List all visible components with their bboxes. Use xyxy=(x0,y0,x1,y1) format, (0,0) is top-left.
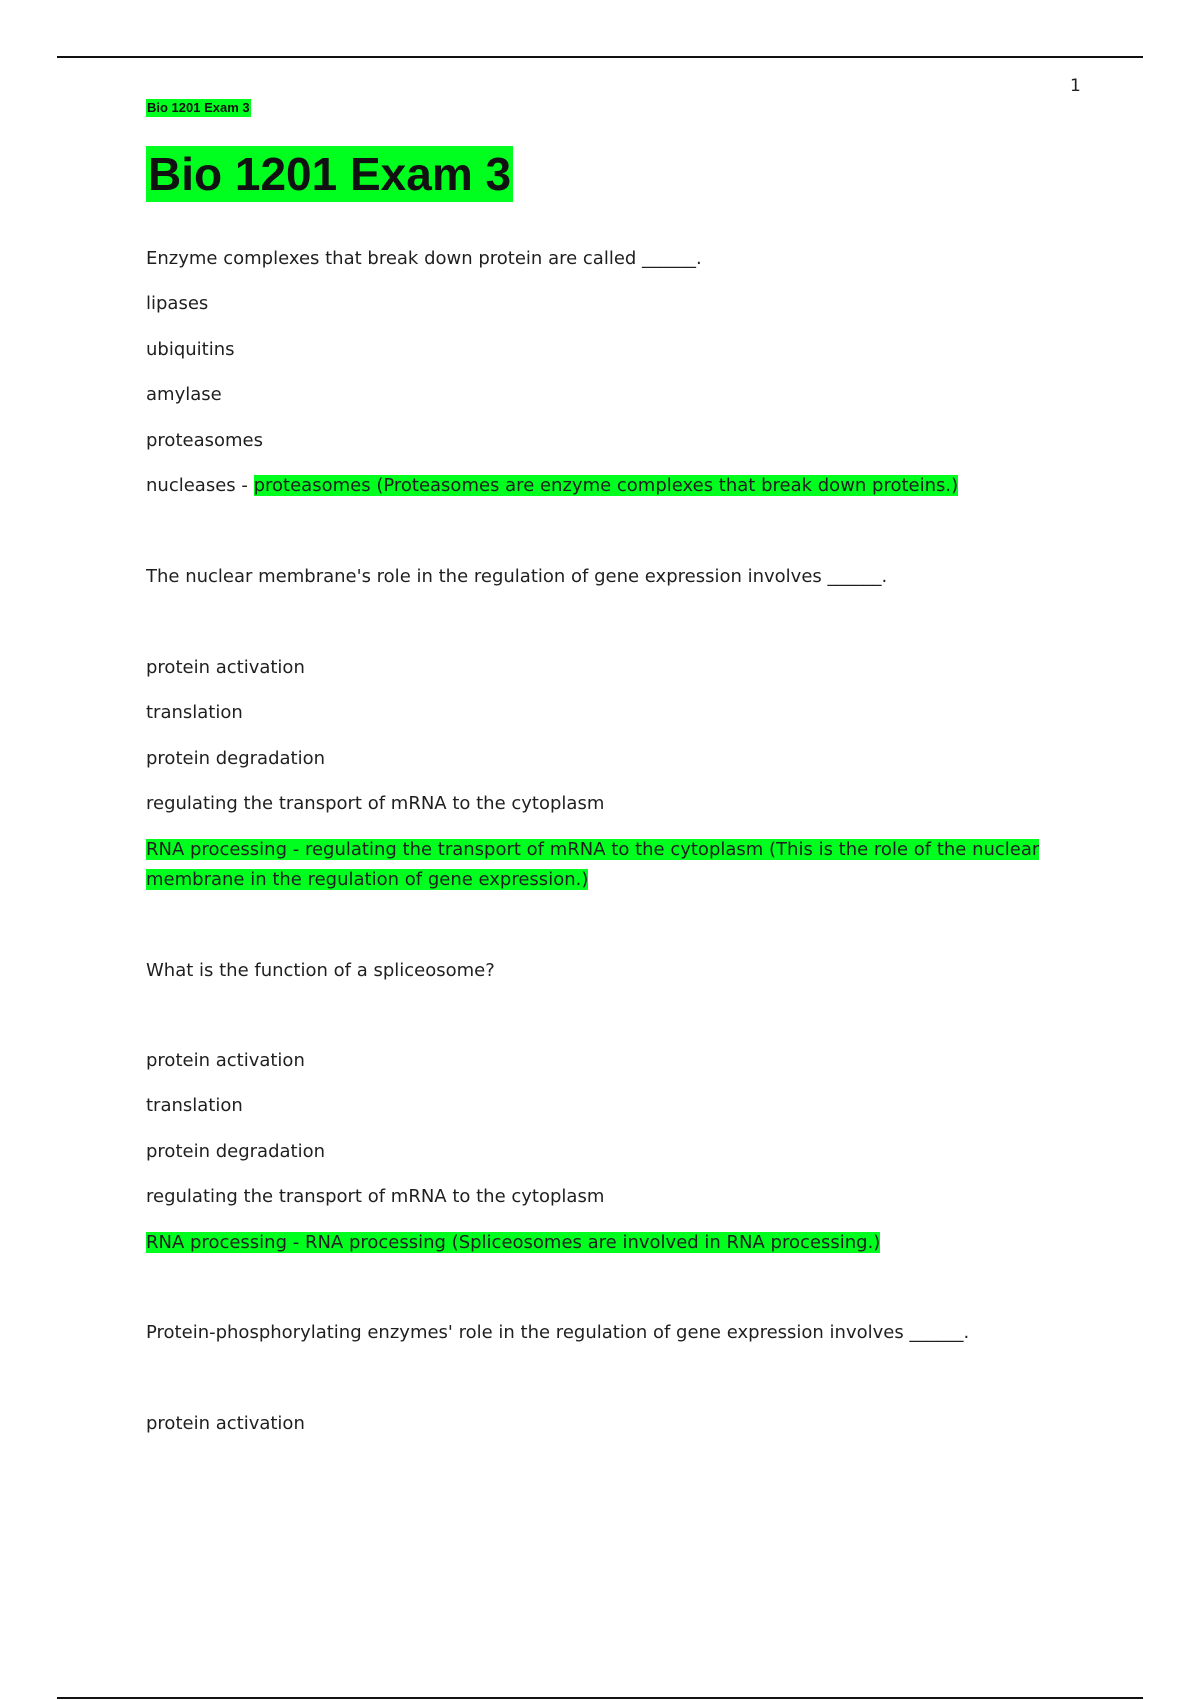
question-1-prompt: Enzyme complexes that break down protein are called ______. xyxy=(146,248,702,269)
question-1-option-2: ubiquitins xyxy=(146,339,235,360)
question-1-option-4: proteasomes xyxy=(146,430,263,451)
question-3-option-3: protein degradation xyxy=(146,1141,325,1162)
header-small-title: Bio 1201 Exam 3 xyxy=(147,100,250,115)
question-2-option-4: regulating the transport of mRNA to the cytoplasm xyxy=(146,793,605,814)
page-number: 1 xyxy=(1070,76,1081,96)
question-1-last-option: nucleases xyxy=(146,475,236,496)
question-2-answer xyxy=(146,835,1046,895)
question-1-option-3: amylase xyxy=(146,384,222,405)
question-3-option-2: translation xyxy=(146,1095,243,1116)
answer-separator: - xyxy=(235,475,254,496)
question-4-prompt: Protein-phosphorylating enzymes' role in the regulation of gene expression involves ______. xyxy=(146,1322,970,1343)
question-2-prompt: The nuclear membrane's role in the regulation of gene expression involves ______. xyxy=(146,566,888,587)
page-title: Bio 1201 Exam 3 xyxy=(148,148,512,200)
question-2-answer-line-1: RNA processing - regulating the transport of mRNA to the cytoplasm (This is the role of the nuclear xyxy=(146,839,1040,860)
question-1-answer: proteasomes (Proteasomes are enzyme complexes that break down proteins.) xyxy=(253,475,959,496)
question-4-option-1: protein activation xyxy=(146,1413,305,1434)
question-2-option-1: protein activation xyxy=(146,657,305,678)
question-1-option-5-with-answer xyxy=(146,475,958,497)
question-3-answer: RNA processing - RNA processing (Spliceosomes are involved in RNA processing.) xyxy=(146,1232,881,1253)
question-3-prompt: What is the function of a spliceosome? xyxy=(146,960,495,981)
question-2-option-2: translation xyxy=(146,702,243,723)
question-3-option-4: regulating the transport of mRNA to the cytoplasm xyxy=(146,1186,605,1207)
top-rule xyxy=(57,56,1143,58)
question-3-option-1: protein activation xyxy=(146,1050,305,1071)
question-1-option-1: lipases xyxy=(146,293,209,314)
question-2-answer-line-2: membrane in the regulation of gene expression.) xyxy=(146,869,589,890)
question-2-option-3: protein degradation xyxy=(146,748,325,769)
bottom-rule xyxy=(57,1697,1143,1699)
question-3-answer-line xyxy=(146,1232,880,1254)
